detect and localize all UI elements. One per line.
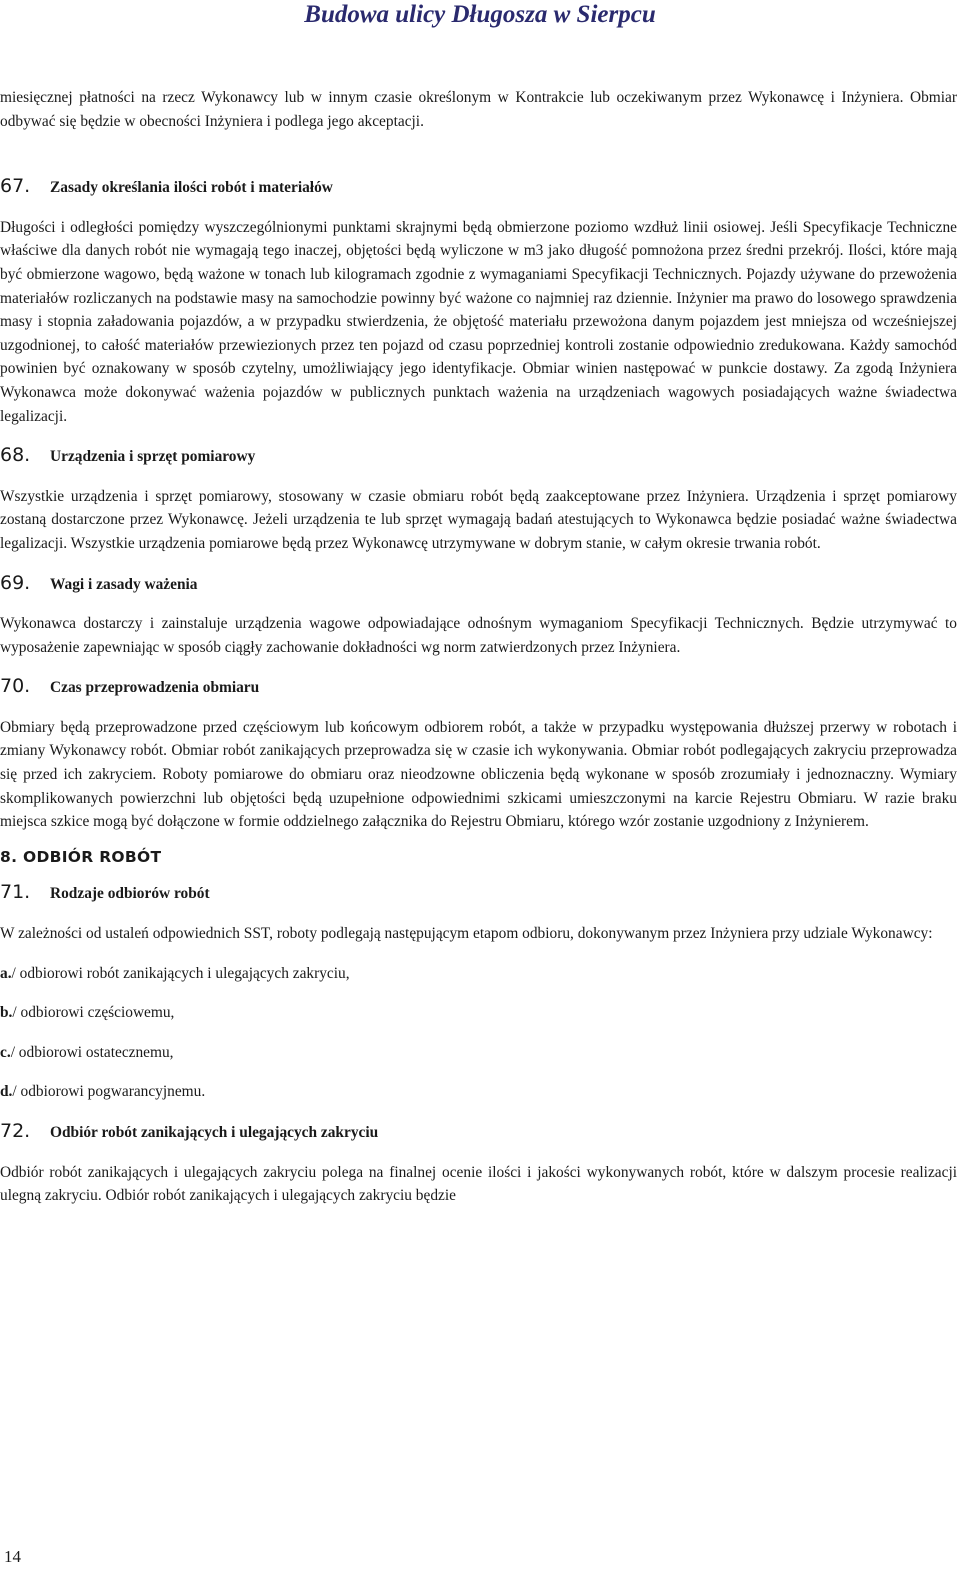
section-number: 67. — [0, 175, 31, 198]
section-68-text: Wszystkie urządzenia i sprzęt pomiarowy, stosowany w czasie obmiaru robót będą zaakceptowane przez Inżyniera. Urządzenia i sprzęt pomiarowy zostaną dostarczone przez Wykonawcę. Jeżeli urządzenia te lub sprzęt wymagają badań atestujących to Wykonawca będzie posiadać ważne świadectwa legalizacji. Wszystkie urządzenia pomiarowe będą przez Wykonawcę utrzymywane w dobrym stanie, w całym okresie trwania robót. — [0, 487, 957, 552]
page-number: 14 — [4, 1547, 21, 1566]
section-69-heading — [0, 572, 957, 597]
list-item-text: / odbiorowi robót zanikających i ulegających zakryciu, — [11, 964, 350, 982]
section-67-text: Długości i odległości pomiędzy wyszczególnionymi punktami skrajnymi będą obmierzone poziomo wzdłuż linii osiowej. Jeśli Specyfikacje Techniczne właściwe dla danych robót nie wymagają tego inaczej, objętości będą wyliczone w m3 jako długość pomnożona przez średni przekrój. Ilości, które mają być obmierzone wagowo, będą ważone w tonach lub kilogramach zgodnie z wymaganiami Specyfikacji Technicznych. Pojazdy używane do przewożenia materiałów rozliczanych na podstawie masy na samochodzie powinny być ważone co najmniej raz dziennie. Inżynier ma prawo do losowego sprawdzenia masy i stopnia załadowania pojazdów, a w przypadku stwierdzenia, że objętość materiału przewożona danym pojazdem jest mniejsza od wcześniejszej uzgodnionej, to całość materiałów przewiezionych przez ten pojazd od czasu poprzedniej kontroli zostanie odpowiednio zredukowana. Każdy samochód powinien być oznakowany w sposób czytelny, umożliwiający jego identyfikacje. Obmiar winien następować w punkcie dostawy. Za zgodą Inżyniera Wykonawca może dokonywać ważenia pojazdów w publicznych punktach ważenia na urządzeniach wagowych posiadających ważne świadectwa legalizacji. — [0, 218, 957, 425]
section-68-heading — [0, 444, 957, 469]
section-70-text: Obmiary będą przeprowadzone przed częściowym lub końcowym odbiorem robót, a także w przypadku występowania dłuższej przerwy w robotach i zmiany Wykonawcy robót. Obmiar robót zanikających przeprowadza się w czasie ich wykonywania. Obmiar robót podlegających zakryciu przeprowadza się przed ich zakryciem. Roboty pomiarowe do obmiaru oraz nieodzowne obliczenia będą wykonane w sposób zrozumiały i jednoznaczny. Wymiary skomplikowanych powierzchni lub objętości będą uzupełnione odpowiednimi szkicami umieszczonymi na karcie Rejestru Obmiaru. W razie braku miejsca szkice mogą być dołączone w formie oddzielnego załącznika do Rejestru Obmiaru, którego wzór zostanie uzgodniony z Inżynierem. — [0, 718, 957, 831]
chapter-8-heading: 8. ODBIÓR ROBÓT — [0, 847, 162, 866]
section-67-heading — [0, 175, 957, 200]
list-item-label: a. — [0, 964, 12, 982]
list-item-label: d. — [0, 1083, 13, 1101]
list-item-text: / odbiorowi częściowemu, — [12, 1004, 175, 1022]
document-body — [0, 86, 957, 1208]
section-71-heading — [0, 881, 957, 906]
section-72-heading — [0, 1120, 957, 1145]
section-69-text: Wykonawca dostarczy i zainstaluje urządzenia wagowe odpowiadające odnośnym wymaganiom Specyfikacji Technicznych. Będzie utrzymywać to wyposażenie zapewniając w sposób ciągły zachowanie dokładności wg norm zatwierdzonych przez Inżyniera. — [0, 615, 957, 656]
list-item-text: / odbiorowi pogwarancyjnemu. — [12, 1083, 206, 1101]
section-number: 69. — [0, 571, 31, 594]
list-item — [0, 1080, 957, 1104]
section-title: Zasady określania ilości robót i materiałów — [50, 179, 333, 197]
section-72-text: Odbiór robót zanikających i ulegających zakryciu polega na finalnej ocenie ilości i jakości wykonywanych robót, które w dalszym procesie realizacji ulegną zakryciu. Odbiór robót zanikających i ulegających zakryciu będzie — [0, 1163, 957, 1205]
section-70-heading — [0, 675, 957, 700]
list-item — [0, 1001, 957, 1025]
section-71-text: W zależności od ustaleń odpowiednich SST, roboty podlegają następującym etapom odbioru, dokonywanym przez Inżyniera przy udziale Wykonawcy: — [0, 925, 933, 943]
list-item-text: / odbiorowi ostatecznemu, — [10, 1043, 174, 1061]
section-title: Urządzenia i sprzęt pomiarowy — [50, 448, 256, 466]
list-item — [0, 1041, 957, 1065]
section-title: Rodzaje odbiorów robót — [50, 885, 210, 903]
section-number: 71. — [0, 881, 31, 904]
list-item-label: b. — [0, 1004, 13, 1022]
section-number: 72. — [0, 1120, 31, 1142]
section-number: 68. — [0, 444, 31, 467]
section-title: Czas przeprowadzenia obmiaru — [50, 679, 260, 697]
list-item — [0, 962, 957, 986]
page-header-title: Budowa ulicy Długosza w Sierpcu — [304, 1, 656, 28]
list-item-label: c. — [0, 1043, 11, 1061]
intro-paragraph: miesięcznej płatności na rzecz Wykonawcy lub w innym czasie określonym w Kontrakcie lub oczekiwanym przez Wykonawcę i Inżyniera. Obmiar odbywać się będzie w obecności Inżyniera i podlega jego akceptacji. — [0, 89, 957, 130]
section-title: Odbiór robót zanikających i ulegających zakryciu — [50, 1124, 379, 1141]
section-title: Wagi i zasady ważenia — [50, 575, 198, 593]
section-number: 70. — [0, 675, 31, 698]
